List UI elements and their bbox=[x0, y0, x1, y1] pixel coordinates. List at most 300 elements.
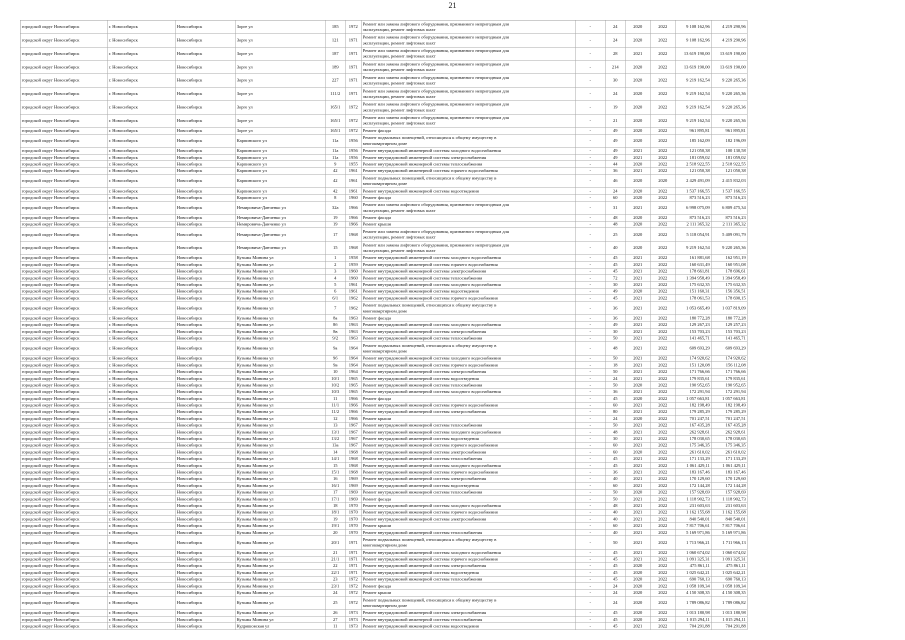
count-cell: 25 bbox=[606, 228, 626, 241]
cost-total-cell: 1 162 155,68 bbox=[712, 509, 748, 515]
municipality-cell: городской округ Новосибирск bbox=[21, 128, 108, 134]
municipality-cell: городской округ Новосибирск bbox=[21, 322, 108, 328]
note-cell: - bbox=[576, 61, 606, 74]
work-type-cell: Ремонт внутридомовой инженерной системы горячего водоснабжения bbox=[362, 402, 576, 408]
start-year-cell: 2020 bbox=[626, 221, 651, 227]
city-cell: Новосибирск bbox=[176, 275, 236, 281]
table-row bbox=[21, 422, 748, 429]
start-year-cell: 2021 bbox=[626, 295, 651, 301]
count-cell: 44 bbox=[606, 161, 626, 167]
table-row bbox=[21, 315, 748, 322]
start-year-cell: 2021 bbox=[626, 47, 651, 60]
cost-total-cell: 1 057 663,81 bbox=[712, 396, 748, 402]
start-year-cell: 2020 bbox=[626, 161, 651, 167]
work-type-cell: Ремонт внутридомовой инженерной системы электроснабжения bbox=[362, 476, 576, 482]
cost-total-cell: 1 091 325,31 bbox=[712, 556, 748, 562]
settlement-cell: г. Новосибирск bbox=[108, 342, 176, 355]
house-number-cell: 17/1 bbox=[326, 496, 346, 502]
cost-total-cell: 701 247,51 bbox=[712, 416, 748, 422]
note-cell: - bbox=[576, 570, 606, 576]
municipality-cell: городской округ Новосибирск bbox=[21, 563, 108, 569]
work-type-cell: Ремонт или замена лифтового оборудования, признанного непригодным для эксплуатации, ремонт лифтовых шахт bbox=[362, 101, 576, 114]
build-year-cell: 1973 bbox=[346, 623, 362, 629]
municipality-cell: городской округ Новосибирск bbox=[21, 375, 108, 381]
cost-total-cell: 141 465,71 bbox=[712, 335, 748, 341]
start-year-cell: 2020 bbox=[626, 489, 651, 495]
work-type-cell: Ремонт внутридомовой инженерной системы электроснабжения bbox=[362, 516, 576, 522]
build-year-cell: 1973 bbox=[346, 617, 362, 623]
municipality-cell: городской округ Новосибирск bbox=[21, 590, 108, 596]
street-cell: Кузьмы Минина ул bbox=[236, 275, 326, 281]
start-year-cell: 2021 bbox=[626, 302, 651, 315]
end-year-cell: 2022 bbox=[651, 355, 676, 361]
house-number-cell: 187 bbox=[326, 47, 346, 60]
street-cell: Зорге ул bbox=[236, 47, 326, 60]
street-cell: Кузьмы Минина ул bbox=[236, 456, 326, 462]
city-cell: Новосибирск bbox=[176, 175, 236, 188]
build-year-cell: 1972 bbox=[346, 583, 362, 589]
table-row bbox=[21, 154, 748, 161]
cost-cell: 9 219 162,54 bbox=[676, 242, 712, 255]
cost-total-cell: 840 540,01 bbox=[712, 516, 748, 522]
build-year-cell: 1960 bbox=[346, 275, 362, 281]
start-year-cell: 2021 bbox=[626, 409, 651, 415]
settlement-cell: г. Новосибирск bbox=[108, 590, 176, 596]
work-type-cell: Ремонт внутридомовой инженерной системы холодного водоснабжения bbox=[362, 550, 576, 556]
start-year-cell: 2020 bbox=[626, 563, 651, 569]
street-cell: Зорге ул bbox=[236, 101, 326, 114]
end-year-cell: 2022 bbox=[651, 302, 676, 315]
end-year-cell: 2022 bbox=[651, 342, 676, 355]
street-cell: Кузьмы Минина ул bbox=[236, 617, 326, 623]
cost-cell: 2 111 365,32 bbox=[676, 221, 712, 227]
count-cell: 45 bbox=[606, 262, 626, 268]
table-row bbox=[21, 503, 748, 510]
note-cell: - bbox=[576, 262, 606, 268]
count-cell: 45 bbox=[606, 456, 626, 462]
municipality-cell: городской округ Новосибирск bbox=[21, 476, 108, 482]
city-cell: Новосибирск bbox=[176, 416, 236, 422]
build-year-cell: 1970 bbox=[346, 516, 362, 522]
start-year-cell: 2021 bbox=[626, 536, 651, 549]
settlement-cell: г. Новосибирск bbox=[108, 476, 176, 482]
build-year-cell: 1956 bbox=[346, 148, 362, 154]
work-type-cell: Ремонт внутридомовой инженерной системы электроснабжения bbox=[362, 268, 576, 274]
city-cell: Новосибирск bbox=[176, 134, 236, 147]
build-year-cell: 1970 bbox=[346, 529, 362, 535]
end-year-cell: 2022 bbox=[651, 623, 676, 629]
city-cell: Новосибирск bbox=[176, 610, 236, 616]
cost-total-cell: 1 394 958,49 bbox=[712, 275, 748, 281]
house-number-cell: 6 bbox=[326, 288, 346, 294]
settlement-cell: г. Новосибирск bbox=[108, 47, 176, 60]
settlement-cell: г. Новосибирск bbox=[108, 21, 176, 34]
street-cell: Кузьмы Минина ул bbox=[236, 496, 326, 502]
street-cell: Кузьмы Минина ул bbox=[236, 315, 326, 321]
end-year-cell: 2022 bbox=[651, 550, 676, 556]
settlement-cell: г. Новосибирск bbox=[108, 523, 176, 529]
build-year-cell: 1969 bbox=[346, 476, 362, 482]
street-cell: Карпинского ул bbox=[236, 148, 326, 154]
city-cell: Новосибирск bbox=[176, 342, 236, 355]
cost-total-cell: 172 291,94 bbox=[712, 389, 748, 395]
end-year-cell: 2022 bbox=[651, 483, 676, 489]
street-cell: Кузьмы Минина ул bbox=[236, 355, 326, 361]
house-number-cell: 18/1 bbox=[326, 509, 346, 515]
note-cell: - bbox=[576, 550, 606, 556]
table-row bbox=[21, 536, 748, 549]
house-number-cell: 10/1 bbox=[326, 375, 346, 381]
city-cell: Новосибирск bbox=[176, 590, 236, 596]
note-cell: - bbox=[576, 322, 606, 328]
build-year-cell: 1972 bbox=[346, 128, 362, 134]
count-cell: 48 bbox=[606, 215, 626, 221]
table-row bbox=[21, 268, 748, 275]
count-cell: 24 bbox=[606, 596, 626, 609]
house-number-cell: 14 bbox=[326, 449, 346, 455]
start-year-cell: 2020 bbox=[626, 583, 651, 589]
end-year-cell: 2022 bbox=[651, 322, 676, 328]
note-cell: - bbox=[576, 496, 606, 502]
settlement-cell: г. Новосибирск bbox=[108, 516, 176, 522]
house-number-cell: 22 bbox=[326, 563, 346, 569]
cost-cell: 1 053 665,49 bbox=[676, 302, 712, 315]
house-number-cell: 13а bbox=[326, 442, 346, 448]
build-year-cell: 1960 bbox=[346, 268, 362, 274]
municipality-cell: городской округ Новосибирск bbox=[21, 402, 108, 408]
city-cell: Новосибирск bbox=[176, 302, 236, 315]
table-row bbox=[21, 175, 748, 188]
work-type-cell: Ремонт внутридомовой инженерной системы холодного водоснабжения bbox=[362, 503, 576, 509]
table-row bbox=[21, 101, 748, 114]
house-number-cell: 25 bbox=[326, 596, 346, 609]
cost-total-cell: 180 772,28 bbox=[712, 315, 748, 321]
start-year-cell: 2020 bbox=[626, 396, 651, 402]
build-year-cell: 1971 bbox=[346, 87, 362, 100]
end-year-cell: 2022 bbox=[651, 476, 676, 482]
build-year-cell: 1966 bbox=[346, 409, 362, 415]
end-year-cell: 2022 bbox=[651, 262, 676, 268]
work-type-cell: Ремонт крыши bbox=[362, 523, 576, 529]
settlement-cell: г. Новосибирск bbox=[108, 228, 176, 241]
house-number-cell: 9б bbox=[326, 355, 346, 361]
count-cell: 40 bbox=[606, 476, 626, 482]
house-number-cell: 42 bbox=[326, 168, 346, 174]
count-cell: 48 bbox=[606, 429, 626, 435]
street-cell: Кузьмы Минина ул bbox=[236, 369, 326, 375]
cost-cell: 172 291,94 bbox=[676, 389, 712, 395]
build-year-cell: 1968 bbox=[346, 456, 362, 462]
cost-cell: 704 291,88 bbox=[676, 623, 712, 629]
cost-total-cell: 1 058 109,34 bbox=[712, 583, 748, 589]
start-year-cell: 2020 bbox=[626, 34, 651, 47]
note-cell: - bbox=[576, 87, 606, 100]
cost-cell: 9 108 162,96 bbox=[676, 34, 712, 47]
table-row bbox=[21, 255, 748, 262]
city-cell: Новосибирск bbox=[176, 476, 236, 482]
city-cell: Новосибирск bbox=[176, 456, 236, 462]
cost-cell: 13 619 190,00 bbox=[676, 47, 712, 60]
build-year-cell: 1963 bbox=[346, 329, 362, 335]
work-type-cell: Ремонт внутридомовой инженерной системы теплоснабжения bbox=[362, 489, 576, 495]
end-year-cell: 2022 bbox=[651, 329, 676, 335]
street-cell: Немировича-Данченко ул bbox=[236, 242, 326, 255]
street-cell: Кузьмы Минина ул bbox=[236, 262, 326, 268]
start-year-cell: 2020 bbox=[626, 87, 651, 100]
count-cell: 49 bbox=[606, 134, 626, 147]
municipality-cell: городской округ Новосибирск bbox=[21, 242, 108, 255]
start-year-cell: 2020 bbox=[626, 175, 651, 188]
work-type-cell: Ремонт внутридомовой инженерной системы теплоснабжения bbox=[362, 422, 576, 428]
count-cell: 50 bbox=[606, 422, 626, 428]
cost-total-cell: 156 112,08 bbox=[712, 362, 748, 368]
table-row bbox=[21, 201, 748, 214]
build-year-cell: 1960 bbox=[346, 195, 362, 201]
work-type-cell: Ремонт подвальных помещений, относящихся к общему имуществу в многоквартирном доме bbox=[362, 536, 576, 549]
house-number-cell: 19 bbox=[326, 215, 346, 221]
cost-cell: 5 169 971,86 bbox=[676, 529, 712, 535]
settlement-cell: г. Новосибирск bbox=[108, 489, 176, 495]
build-year-cell: 1964 bbox=[346, 369, 362, 375]
count-cell: 50 bbox=[606, 536, 626, 549]
cost-cell: 141 465,71 bbox=[676, 335, 712, 341]
table-row bbox=[21, 563, 748, 570]
house-number-cell: 227 bbox=[326, 74, 346, 87]
cost-cell: 1 061 429,11 bbox=[676, 463, 712, 469]
count-cell: 50 bbox=[606, 496, 626, 502]
table-row bbox=[21, 295, 748, 302]
city-cell: Новосибирск bbox=[176, 442, 236, 448]
municipality-cell: городской округ Новосибирск bbox=[21, 114, 108, 127]
settlement-cell: г. Новосибирск bbox=[108, 456, 176, 462]
count-cell: 45 bbox=[606, 295, 626, 301]
street-cell: Кузьмы Минина ул bbox=[236, 342, 326, 355]
note-cell: - bbox=[576, 402, 606, 408]
table-row bbox=[21, 288, 748, 295]
street-cell: Зорге ул bbox=[236, 74, 326, 87]
build-year-cell: 1964 bbox=[346, 342, 362, 355]
house-number-cell: 111/2 bbox=[326, 87, 346, 100]
cost-total-cell: 7 817 706,61 bbox=[712, 523, 748, 529]
end-year-cell: 2022 bbox=[651, 168, 676, 174]
end-year-cell: 2022 bbox=[651, 409, 676, 415]
municipality-cell: городской округ Новосибирск bbox=[21, 529, 108, 535]
build-year-cell: 1968 bbox=[346, 463, 362, 469]
work-type-cell: Ремонт внутридомовой инженерной системы теплоснабжения bbox=[362, 529, 576, 535]
end-year-cell: 2022 bbox=[651, 422, 676, 428]
city-cell: Новосибирск bbox=[176, 369, 236, 375]
cost-cell: 151 120,08 bbox=[676, 362, 712, 368]
cost-total-cell: 190 952,65 bbox=[712, 382, 748, 388]
count-cell: 45 bbox=[606, 255, 626, 261]
settlement-cell: г. Новосибирск bbox=[108, 74, 176, 87]
build-year-cell: 1963 bbox=[346, 322, 362, 328]
cost-total-cell: 121 050,38 bbox=[712, 168, 748, 174]
municipality-cell: городской округ Новосибирск bbox=[21, 536, 108, 549]
cost-total-cell: 261 610,02 bbox=[712, 449, 748, 455]
city-cell: Новосибирск bbox=[176, 375, 236, 381]
house-number-cell: 21/1 bbox=[326, 556, 346, 562]
municipality-cell: городской округ Новосибирск bbox=[21, 315, 108, 321]
note-cell: - bbox=[576, 201, 606, 214]
note-cell: - bbox=[576, 161, 606, 167]
city-cell: Новосибирск bbox=[176, 295, 236, 301]
house-number-cell: 8а bbox=[326, 315, 346, 321]
municipality-cell: городской округ Новосибирск bbox=[21, 456, 108, 462]
cost-total-cell: 13 619 190,00 bbox=[712, 47, 748, 60]
municipality-cell: городской округ Новосибирск bbox=[21, 496, 108, 502]
table-row bbox=[21, 275, 748, 282]
house-number-cell: 11 bbox=[326, 623, 346, 629]
cost-total-cell: 4 219 290,96 bbox=[712, 21, 748, 34]
house-number-cell: 42 bbox=[326, 188, 346, 194]
work-type-cell: Ремонт подвальных помещений, относящихся к общему имуществу в многоквартирном доме bbox=[362, 175, 576, 188]
note-cell: - bbox=[576, 409, 606, 415]
settlement-cell: г. Новосибирск bbox=[108, 483, 176, 489]
settlement-cell: г. Новосибирск bbox=[108, 536, 176, 549]
city-cell: Новосибирск bbox=[176, 429, 236, 435]
house-number-cell: 15 bbox=[326, 242, 346, 255]
cost-cell: 475 861,11 bbox=[676, 563, 712, 569]
count-cell: 45 bbox=[606, 268, 626, 274]
cost-total-cell: 2 415 832,03 bbox=[712, 175, 748, 188]
start-year-cell: 2020 bbox=[626, 228, 651, 241]
build-year-cell: 1962 bbox=[346, 295, 362, 301]
cost-cell: 1 713 966,21 bbox=[676, 536, 712, 549]
start-year-cell: 2021 bbox=[626, 355, 651, 361]
city-cell: Новосибирск bbox=[176, 509, 236, 515]
city-cell: Новосибирск bbox=[176, 550, 236, 556]
municipality-cell: городской округ Новосибирск bbox=[21, 268, 108, 274]
cost-total-cell: 129 257,23 bbox=[712, 322, 748, 328]
cost-cell: 161 881,68 bbox=[676, 255, 712, 261]
city-cell: Новосибирск bbox=[176, 617, 236, 623]
work-type-cell: Ремонт фасада bbox=[362, 496, 576, 502]
end-year-cell: 2022 bbox=[651, 221, 676, 227]
work-type-cell: Ремонт крыши bbox=[362, 221, 576, 227]
count-cell: 24 bbox=[606, 590, 626, 596]
cost-cell: 1 060 674,02 bbox=[676, 550, 712, 556]
note-cell: - bbox=[576, 134, 606, 147]
count-cell: 48 bbox=[606, 503, 626, 509]
build-year-cell: 1962 bbox=[346, 302, 362, 315]
cost-cell: 1 058 109,34 bbox=[676, 583, 712, 589]
work-type-cell: Ремонт внутридомовой инженерной системы водоотведения bbox=[362, 483, 576, 489]
table-row bbox=[21, 496, 748, 503]
note-cell: - bbox=[576, 610, 606, 616]
cost-total-cell: 690 760,13 bbox=[712, 576, 748, 582]
note-cell: - bbox=[576, 168, 606, 174]
build-year-cell: 1956 bbox=[346, 154, 362, 160]
city-cell: Новосибирск bbox=[176, 315, 236, 321]
house-number-cell: 26 bbox=[326, 610, 346, 616]
work-type-cell: Ремонт подвальных помещений, относящихся к общему имуществу в многоквартирном доме bbox=[362, 134, 576, 147]
municipality-cell: городской округ Новосибирск bbox=[21, 275, 108, 281]
start-year-cell: 2021 bbox=[626, 362, 651, 368]
work-type-cell: Ремонт внутридомовой инженерной системы горячего водоснабжения bbox=[362, 362, 576, 368]
street-cell: Кузьмы Минина ул bbox=[236, 282, 326, 288]
street-cell: Зорге ул bbox=[236, 21, 326, 34]
work-type-cell: Ремонт внутридомовой инженерной системы теплоснабжения bbox=[362, 275, 576, 281]
settlement-cell: г. Новосибирск bbox=[108, 195, 176, 201]
cost-cell: 178 030,65 bbox=[676, 436, 712, 442]
cost-cell: 129 267,23 bbox=[676, 322, 712, 328]
city-cell: Новосибирск bbox=[176, 449, 236, 455]
start-year-cell: 2021 bbox=[626, 469, 651, 475]
build-year-cell: 1964 bbox=[346, 355, 362, 361]
settlement-cell: г. Новосибирск bbox=[108, 436, 176, 442]
count-cell: 21 bbox=[606, 114, 626, 127]
street-cell: Карпинского ул bbox=[236, 134, 326, 147]
start-year-cell: 2021 bbox=[626, 429, 651, 435]
work-type-cell: Ремонт внутридомовой инженерной системы горячего водоснабжения bbox=[362, 168, 576, 174]
note-cell: - bbox=[576, 34, 606, 47]
city-cell: Новосибирск bbox=[176, 329, 236, 335]
cost-cell: 121 050,38 bbox=[676, 148, 712, 154]
end-year-cell: 2022 bbox=[651, 456, 676, 462]
build-year-cell: 1965 bbox=[346, 375, 362, 381]
cost-cell: 7 817 706,61 bbox=[676, 523, 712, 529]
cost-total-cell: 1 025 642,21 bbox=[712, 570, 748, 576]
settlement-cell: г. Новосибирск bbox=[108, 375, 176, 381]
table-row bbox=[21, 463, 748, 470]
house-number-cell: 16/1 bbox=[326, 483, 346, 489]
street-cell: Кузьмы Минина ул bbox=[236, 268, 326, 274]
street-cell: Кузьмы Минина ул bbox=[236, 382, 326, 388]
start-year-cell: 2020 bbox=[626, 570, 651, 576]
street-cell: Кузьмы Минина ул bbox=[236, 523, 326, 529]
note-cell: - bbox=[576, 195, 606, 201]
note-cell: - bbox=[576, 101, 606, 114]
cost-total-cell: 179 835,61 bbox=[712, 375, 748, 381]
start-year-cell: 2020 bbox=[626, 188, 651, 194]
count-cell: 36 bbox=[606, 168, 626, 174]
municipality-cell: городской округ Новосибирск bbox=[21, 188, 108, 194]
build-year-cell: 1966 bbox=[346, 416, 362, 422]
table-row bbox=[21, 617, 748, 624]
table-row bbox=[21, 529, 748, 536]
cost-cell: 174 920,62 bbox=[676, 355, 712, 361]
end-year-cell: 2022 bbox=[651, 382, 676, 388]
cost-total-cell: 153 703,23 bbox=[712, 329, 748, 335]
note-cell: - bbox=[576, 483, 606, 489]
municipality-cell: городской округ Новосибирск bbox=[21, 369, 108, 375]
city-cell: Новосибирск bbox=[176, 335, 236, 341]
count-cell: 60 bbox=[606, 195, 626, 201]
settlement-cell: г. Новосибирск bbox=[108, 282, 176, 288]
note-cell: - bbox=[576, 288, 606, 294]
build-year-cell: 1967 bbox=[346, 429, 362, 435]
street-cell: Немировича-Данченко ул bbox=[236, 221, 326, 227]
note-cell: - bbox=[576, 449, 606, 455]
cost-total-cell: 5 409 091,79 bbox=[712, 228, 748, 241]
city-cell: Новосибирск bbox=[176, 529, 236, 535]
city-cell: Новосибирск bbox=[176, 563, 236, 569]
cost-cell: 1 118 902,73 bbox=[676, 496, 712, 502]
city-cell: Новосибирск bbox=[176, 556, 236, 562]
settlement-cell: г. Новосибирск bbox=[108, 583, 176, 589]
end-year-cell: 2022 bbox=[651, 570, 676, 576]
municipality-cell: городской округ Новосибирск bbox=[21, 489, 108, 495]
municipality-cell: городской округ Новосибирск bbox=[21, 34, 108, 47]
table-row bbox=[21, 282, 748, 289]
municipality-cell: городской округ Новосибирск bbox=[21, 215, 108, 221]
municipality-cell: городской округ Новосибирск bbox=[21, 576, 108, 582]
start-year-cell: 2021 bbox=[626, 436, 651, 442]
note-cell: - bbox=[576, 456, 606, 462]
city-cell: Новосибирск bbox=[176, 422, 236, 428]
cost-cell: 5 118 054,91 bbox=[676, 228, 712, 241]
